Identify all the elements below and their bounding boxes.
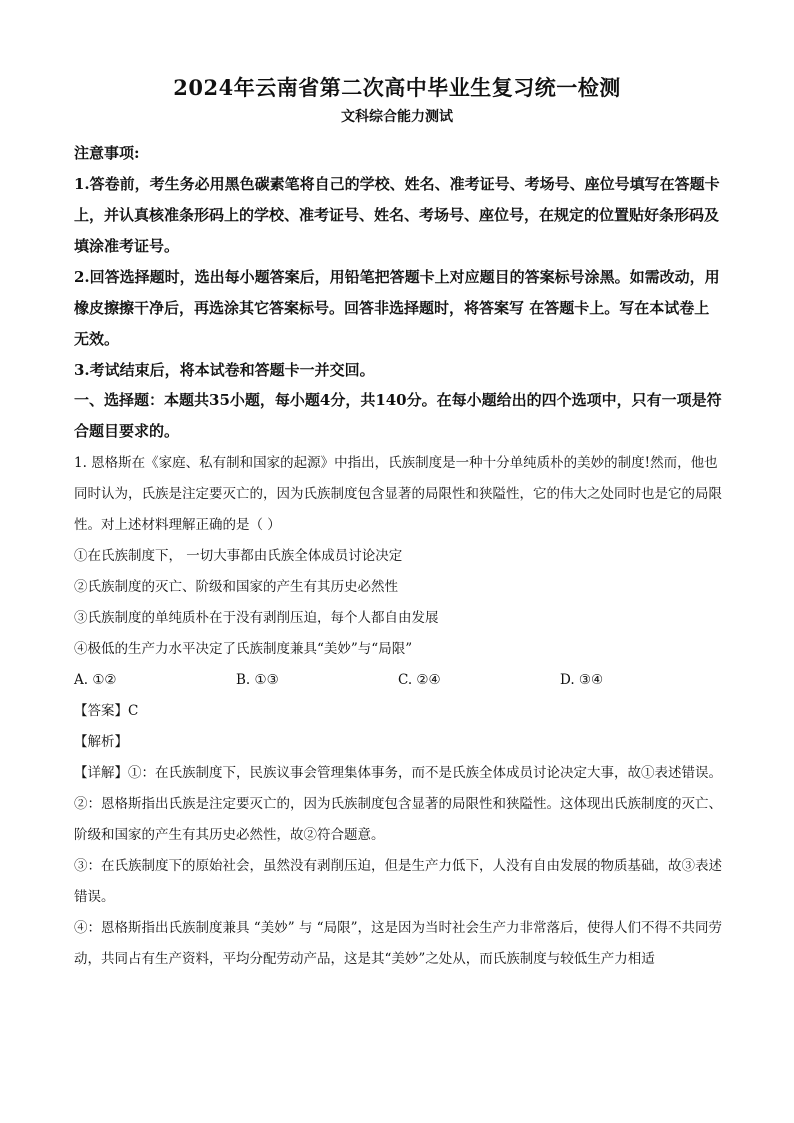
answer-label: 【答案】 [74, 703, 128, 719]
exam-subtitle: 文科综合能力测试 [341, 109, 453, 125]
note-item-1: 1.答卷前，考生务必用黑色碳素笔将自己的学校、姓名、准考证号、考场号、座位号填写在答题卡上，并认真核准条形码上的学校、准考证号、姓名、考场号、座位号，在规定的位置贴好条形码及填涂准考证号。 [74, 175, 720, 255]
answer-options [74, 665, 722, 696]
notes-section [74, 138, 722, 386]
exam-title: 2024年云南省第二次高中毕业生复习统一检测 [173, 75, 621, 100]
note-item-2: 2.回答选择题时，选出每小题答案后，用铅笔把答题卡上对应题目的答案标号涂黑。如需改动，用橡皮擦擦干净后，再选涂其它答案标号。回答非选择题时，将答案写 在答题卡上。写在本试卷上无效。 [74, 268, 720, 348]
detail-1: 【详解】①：在氏族制度下，民族议事会管理集体事务，而不是氏族全体成员讨论决定大事，故①表述错误。 [74, 765, 722, 781]
statement-4: ④极低的生产力水平决定了氏族制度兼具“美妙”与“局限” [74, 641, 413, 657]
question-stem: 1. 恩格斯在《家庭、私有制和国家的起源》中指出，氏族制度是一种十分单纯质朴的美妙的制度!然而，他也同时认为，氏族是注定要灭亡的，因为氏族制度包含显著的局限性和狭隘性，它的伟大之处同时也是它的局限性。对上述材料理解正确的是（ ） [74, 455, 722, 533]
statement-1: ①在氏族制度下， 一切大事都由氏族全体成员讨论决定 [74, 548, 403, 564]
option-b: B. ①③ [236, 672, 279, 688]
analysis-label: 【解析】 [74, 734, 128, 750]
option-a: A. ①② [74, 672, 117, 688]
note-item-3: 3.考试结束后，将本试卷和答题卡一并交回。 [74, 361, 375, 379]
answer-value: C [128, 703, 139, 719]
notes-heading: 注意事项: [74, 144, 140, 162]
detail-2: ②：恩格斯指出氏族是注定要灭亡的，因为氏族制度包含显著的局限性和狭隘性。这体现出氏族制度的灭亡、阶级和国家的产生有其历史必然性，故②符合题意。 [74, 796, 722, 843]
answer-line [74, 696, 722, 727]
detail-3: ③：在氏族制度下的原始社会，虽然没有剥削压迫，但是生产力低下，人没有自由发展的物质基础，故③表述错误。 [74, 858, 722, 905]
option-d: D. ③④ [560, 672, 604, 688]
option-c: C. ②④ [398, 672, 441, 688]
question-1 [74, 448, 722, 975]
section-instructions: 一、选择题：本题共35小题，每小题4分，共140分。在每小题给出的四个选项中，只有一项是符合题目要求的。 [74, 391, 722, 440]
detail-4: ④：恩格斯指出氏族制度兼具 “美妙” 与 “局限”，这是因为当时社会生产力非常落后，使得人们不得不共同劳动，共同占有生产资料，平均分配劳动产品，这是其“美妙”之处从，而氏族制度与较低生产力相适 [74, 920, 722, 967]
section-heading [74, 385, 722, 447]
statement-2: ②氏族制度的灭亡、阶级和国家的产生有其历史必然性 [74, 579, 398, 595]
statement-3: ③氏族制度的单纯质朴在于没有剥削压迫，每个人都自由发展 [74, 610, 439, 626]
